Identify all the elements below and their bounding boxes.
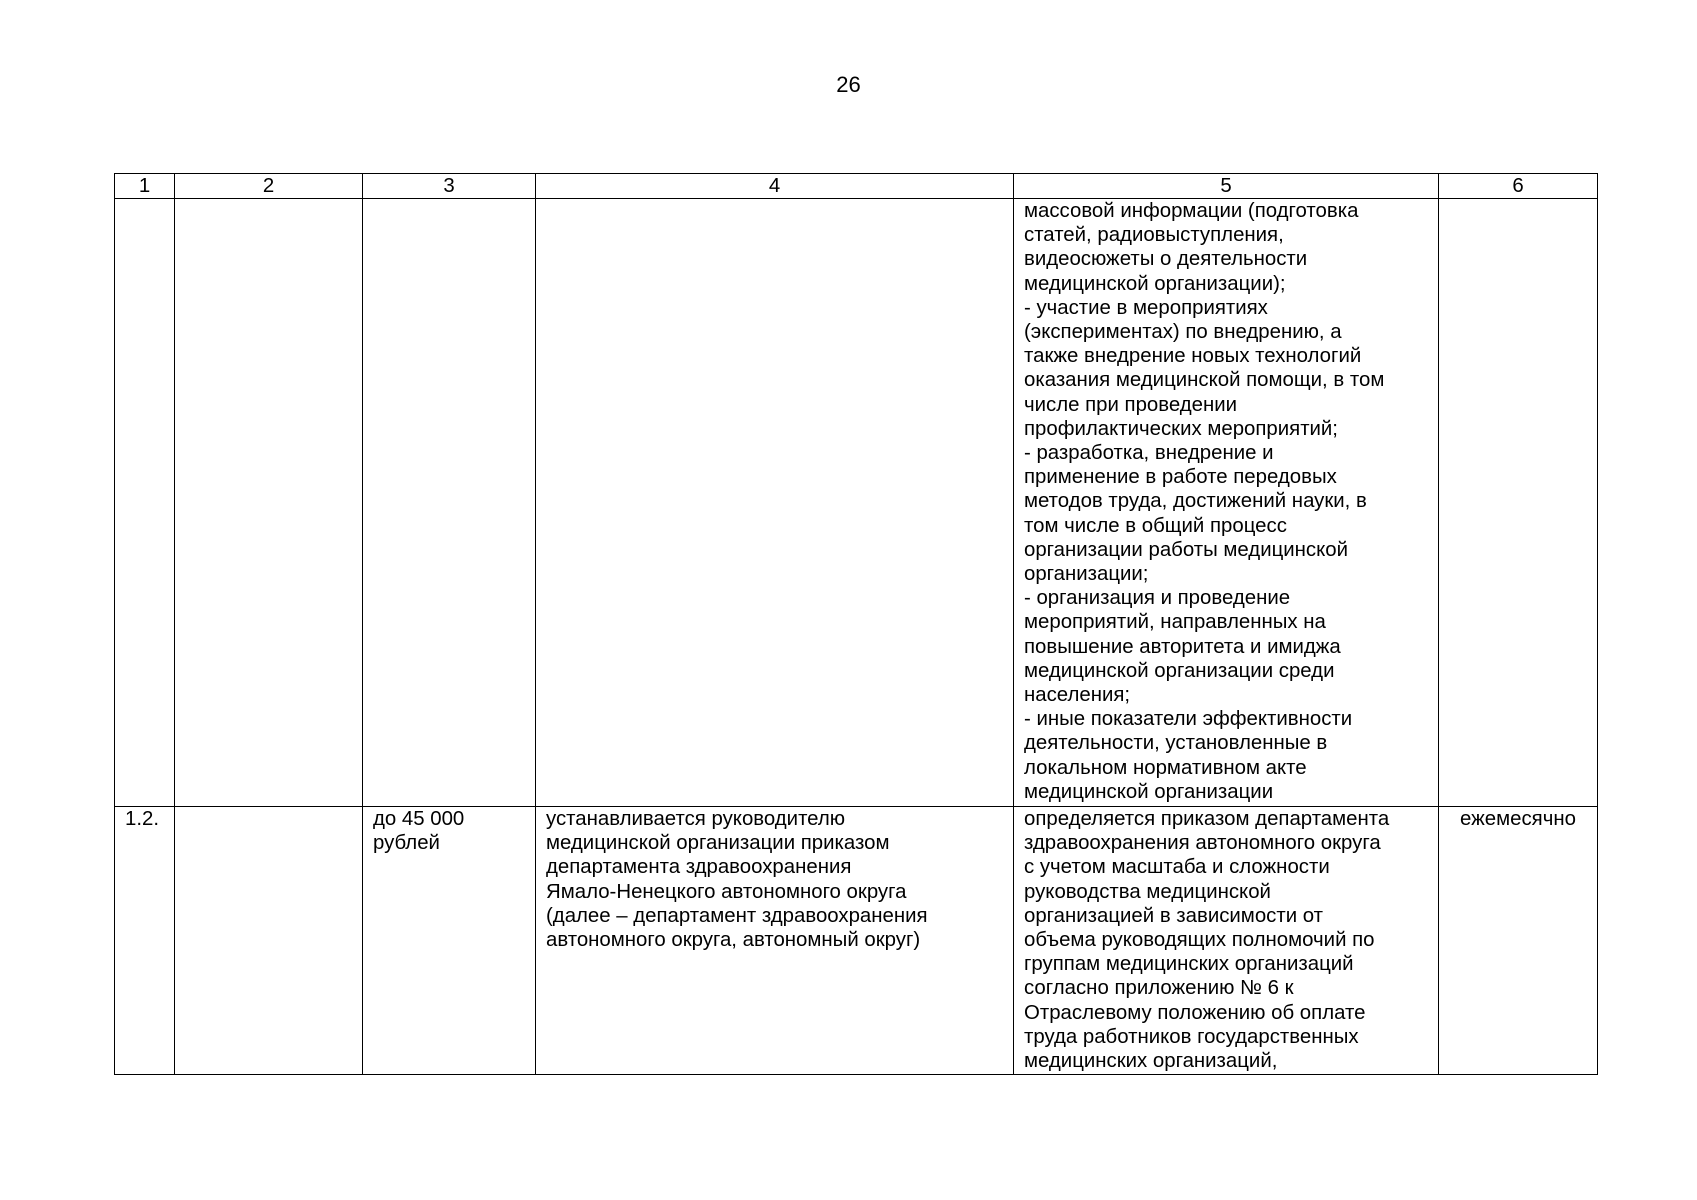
- table-cell-procedure: устанавливается руководителю медицинской организации приказом департамента здравоохранения Ямало-Ненецкого автономного округа (далее – департамент здравоохранения автономного округа, автономный округ): [536, 807, 1014, 1075]
- table-cell-conditions: определяется приказом департамента здравоохранения автономного округа с учетом масштаба и сложности руководства медицинской организацией в зависимости от объема руководящих полномочий по группам медицинских организаций согласно приложению № 6 к Отраслевому положению об оплате труда работников государственных медицинских организаций,: [1014, 807, 1439, 1075]
- table-cell-conditions: массовой информации (подготовка статей, радиовыступления, видеосюжеты о деятельности медицинской организации); - участие в мероприятиях (экспериментах) по внедрению, а также внедрение новых технологий оказания медицинской помощи, в том числе при проведении профилактических мероприятий; - разработка, внедрение и применение в работе передовых методов труда, достижений науки, в том числе в общий процесс организации работы медицинской организации; - организация и проведение мероприятий, направленных на повышение авторитета и имиджа медицинской организации среди населения; - иные показатели эффективности деятельности, установленные в локальном нормативном акте медицинской организации: [1014, 199, 1439, 807]
- column-header: 3: [363, 174, 536, 199]
- table-cell-frequency: [1439, 199, 1598, 807]
- table-row: [115, 807, 1598, 1075]
- table-header-row: [115, 174, 1598, 199]
- column-header: 2: [175, 174, 363, 199]
- table-cell-amount: [363, 199, 536, 807]
- table-cell-number: 1.2.: [115, 807, 175, 1075]
- table-row: [115, 199, 1598, 807]
- table-cell-number: [115, 199, 175, 807]
- document-table: [114, 173, 1598, 1075]
- column-header: 5: [1014, 174, 1439, 199]
- table-cell-procedure: [536, 199, 1014, 807]
- column-header: 1: [115, 174, 175, 199]
- table-cell: [175, 199, 363, 807]
- column-header: 6: [1439, 174, 1598, 199]
- table-cell: [175, 807, 363, 1075]
- column-header: 4: [536, 174, 1014, 199]
- page-number: 26: [836, 72, 861, 97]
- table-cell-frequency: ежемесячно: [1439, 807, 1598, 1075]
- table-cell-amount: до 45 000 рублей: [363, 807, 536, 1075]
